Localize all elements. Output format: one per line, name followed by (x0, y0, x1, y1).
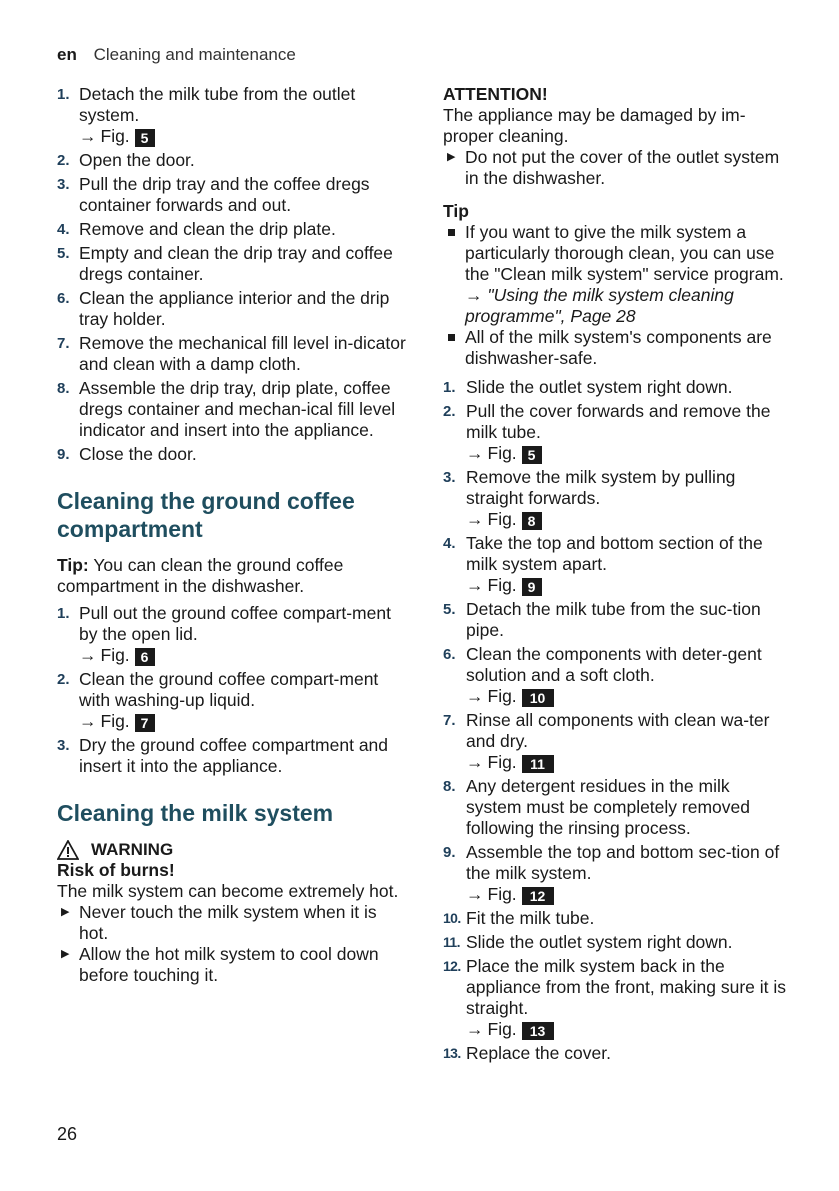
list-item (443, 842, 788, 905)
step-text: Detach the milk tube from the suc-tion pipe. (466, 599, 761, 640)
arrow-icon: → (466, 686, 484, 706)
step-number: 7. (57, 335, 70, 352)
step-number: 3. (57, 176, 70, 193)
figure-number-badge: 13 (522, 1022, 554, 1040)
figure-reference (466, 884, 788, 905)
heading-milk-system: Cleaning the milk system (57, 800, 334, 826)
step-number: 1. (57, 605, 70, 622)
page-number: 26 (57, 1124, 78, 1144)
step-text: Detach the milk tube from the outlet system. (79, 84, 356, 125)
step-text: Pull the drip tray and the coffee dregs container forwards and out. (79, 174, 370, 215)
cross-reference (465, 285, 788, 327)
list-item (443, 533, 788, 596)
list-item (57, 444, 407, 465)
figure-number-badge: 9 (522, 578, 542, 596)
list-item (443, 644, 788, 707)
step-number: 6. (443, 646, 456, 663)
figure-number-badge: 5 (135, 129, 155, 147)
arrow-icon: → (466, 575, 484, 595)
step-text: Slide the outlet system right down. (466, 377, 733, 397)
step-text: Pull out the ground coffee compart-ment by the open lid. (79, 603, 391, 644)
figure-label: Fig. (487, 443, 522, 463)
figure-number-badge: 12 (522, 887, 554, 905)
step-number: 8. (443, 778, 456, 795)
arrow-icon: → (466, 509, 484, 529)
list-item (443, 776, 788, 839)
step-number: 3. (443, 469, 456, 486)
arrow-icon: → (466, 443, 484, 463)
step-text: Open the door. (79, 150, 195, 170)
step-number: 7. (443, 712, 456, 729)
attention-items (443, 147, 788, 189)
figure-reference (79, 711, 407, 732)
figure-reference (79, 126, 407, 147)
list-item (443, 710, 788, 773)
attention-text: The appliance may be damaged by im-proper cleaning. (443, 105, 746, 146)
step-number: 9. (443, 844, 456, 861)
warning-title: Risk of burns! (57, 860, 175, 880)
list-item (57, 735, 407, 777)
step-text: Empty and clean the drip tray and coffee dregs container. (79, 243, 393, 284)
figure-label: Fig. (487, 509, 522, 529)
page-header (57, 45, 296, 65)
step-text: Close the door. (79, 444, 197, 464)
item-text: Do not put the cover of the outlet system in the dishwasher. (465, 147, 780, 188)
list-item (57, 333, 407, 375)
step-number: 5. (57, 245, 70, 262)
step-text: Replace the cover. (466, 1043, 611, 1063)
item-text: All of the milk system's components are dishwasher-safe. (465, 327, 772, 368)
figure-label: Fig. (487, 575, 522, 595)
language-code: en (57, 45, 77, 64)
tip-ground-coffee (57, 555, 407, 597)
right-column (443, 84, 788, 1067)
item-text: Allow the hot milk system to cool down before touching it. (79, 944, 379, 985)
arrow-icon: → (466, 752, 484, 772)
figure-reference (79, 645, 407, 666)
figure-number-badge: 8 (522, 512, 542, 530)
list-item (57, 243, 407, 285)
step-number: 6. (57, 290, 70, 307)
list-item (57, 902, 407, 944)
step-number: 2. (57, 671, 70, 688)
list-item (57, 174, 407, 216)
step-text: Clean the appliance interior and the drip tray holder. (79, 288, 390, 329)
list-item (443, 222, 788, 327)
figure-reference (466, 509, 788, 530)
reference-text: "Using the milk system cleaning programme", Page 28 (465, 285, 734, 326)
arrow-icon: → (79, 711, 97, 731)
square-bullet-icon (448, 334, 455, 341)
figure-reference (466, 1019, 788, 1040)
warning-triangle-icon (57, 840, 79, 860)
figure-number-badge: 5 (522, 446, 542, 464)
warning-items (57, 902, 407, 986)
step-number: 10. (443, 910, 461, 926)
figure-reference (466, 686, 788, 707)
warning-text: The milk system can become extremely hot. (57, 881, 399, 901)
list-item (57, 150, 407, 171)
step-text: Remove the mechanical fill level in-dicator and clean with a damp cloth. (79, 333, 406, 374)
figure-label: Fig. (487, 884, 522, 904)
list-item (57, 603, 407, 666)
list-item (443, 327, 788, 369)
warning-label: WARNING (91, 840, 174, 859)
item-text: Never touch the milk system when it is hot. (79, 902, 377, 943)
step-number: 12. (443, 958, 461, 974)
step-number: 4. (443, 535, 456, 552)
step-text: Clean the ground coffee compart-ment with washing-up liquid. (79, 669, 379, 710)
list-item (57, 84, 407, 147)
tip-label: Tip: (57, 555, 89, 575)
step-text: Pull the cover forwards and remove the milk tube. (466, 401, 771, 442)
section-title: Cleaning and maintenance (93, 45, 296, 64)
left-column (57, 84, 407, 986)
step-number: 13. (443, 1045, 461, 1061)
square-bullet-icon (448, 229, 455, 236)
figure-reference (466, 575, 788, 596)
figure-label: Fig. (487, 686, 522, 706)
step-text: Slide the outlet system right down. (466, 932, 733, 952)
step-text: Assemble the drip tray, drip plate, coffee dregs container and mechan-ical fill level indicator and insert into the appliance. (79, 378, 396, 440)
list-item (57, 669, 407, 732)
ground-coffee-steps (57, 603, 407, 777)
step-text: Any detergent residues in the milk system must be completely removed following the rinsing process. (466, 776, 750, 838)
step-text: Place the milk system back in the appliance from the front, making sure it is straight. (466, 956, 787, 1018)
arrow-icon: → (79, 645, 97, 665)
step-text: Remove and clean the drip plate. (79, 219, 336, 239)
list-item (443, 467, 788, 530)
arrow-icon: → (79, 126, 97, 146)
step-number: 3. (57, 737, 70, 754)
figure-label: Fig. (487, 752, 522, 772)
tip-list (443, 222, 788, 369)
figure-number-badge: 6 (135, 648, 155, 666)
figure-number-badge: 10 (522, 689, 554, 707)
figure-number-badge: 7 (135, 714, 155, 732)
triangle-bullet-icon: ▶ (447, 151, 456, 163)
arrow-icon: → (466, 884, 484, 904)
list-item (443, 599, 788, 641)
list-item (57, 378, 407, 441)
figure-number-badge: 11 (522, 755, 554, 773)
list-item (443, 147, 788, 189)
item-text: If you want to give the milk system a particularly thorough clean, you can use the "Clean milk system" service program. (465, 222, 784, 284)
list-item (443, 932, 788, 953)
step-number: 1. (443, 379, 456, 396)
attention-label: ATTENTION! (443, 84, 548, 104)
triangle-bullet-icon: ▶ (61, 906, 70, 918)
figure-label: Fig. (100, 711, 135, 731)
step-text: Fit the milk tube. (466, 908, 595, 928)
step-text: Dry the ground coffee compartment and insert it into the appliance. (79, 735, 389, 776)
step-number: 11. (443, 934, 460, 950)
warning-header (57, 839, 407, 860)
list-item (57, 288, 407, 330)
figure-reference (466, 752, 788, 773)
arrow-icon: → (466, 1019, 484, 1039)
step-number: 5. (443, 601, 456, 618)
step-text: Rinse all components with clean wa-ter and dry. (466, 710, 770, 751)
step-number: 9. (57, 446, 70, 463)
step-number: 1. (57, 86, 70, 103)
arrow-icon: → (465, 285, 488, 305)
list-item (443, 908, 788, 929)
figure-label: Fig. (100, 126, 135, 146)
step-text: Clean the components with deter-gent solution and a soft cloth. (466, 644, 762, 685)
tip-text: You can clean the ground coffee compartment in the dishwasher. (57, 555, 344, 596)
figure-reference (466, 443, 788, 464)
step-text: Assemble the top and bottom sec-tion of the milk system. (466, 842, 780, 883)
step-number: 2. (443, 403, 456, 420)
list-item (57, 944, 407, 986)
list-item (443, 401, 788, 464)
step-number: 8. (57, 380, 70, 397)
milk-system-steps (443, 377, 788, 1064)
figure-label: Fig. (487, 1019, 522, 1039)
list-item (443, 1043, 788, 1064)
step-number: 2. (57, 152, 70, 169)
figure-label: Fig. (100, 645, 135, 665)
drip-tray-steps (57, 84, 407, 465)
step-text: Remove the milk system by pulling straight forwards. (466, 467, 736, 508)
step-text: Take the top and bottom section of the milk system apart. (466, 533, 763, 574)
tip-heading: Tip (443, 201, 469, 221)
step-number: 4. (57, 221, 70, 238)
heading-ground-coffee: Cleaning the ground coffee compartment (57, 488, 355, 542)
list-item (57, 219, 407, 240)
list-item (443, 377, 788, 398)
triangle-bullet-icon: ▶ (61, 948, 70, 960)
list-item (443, 956, 788, 1040)
